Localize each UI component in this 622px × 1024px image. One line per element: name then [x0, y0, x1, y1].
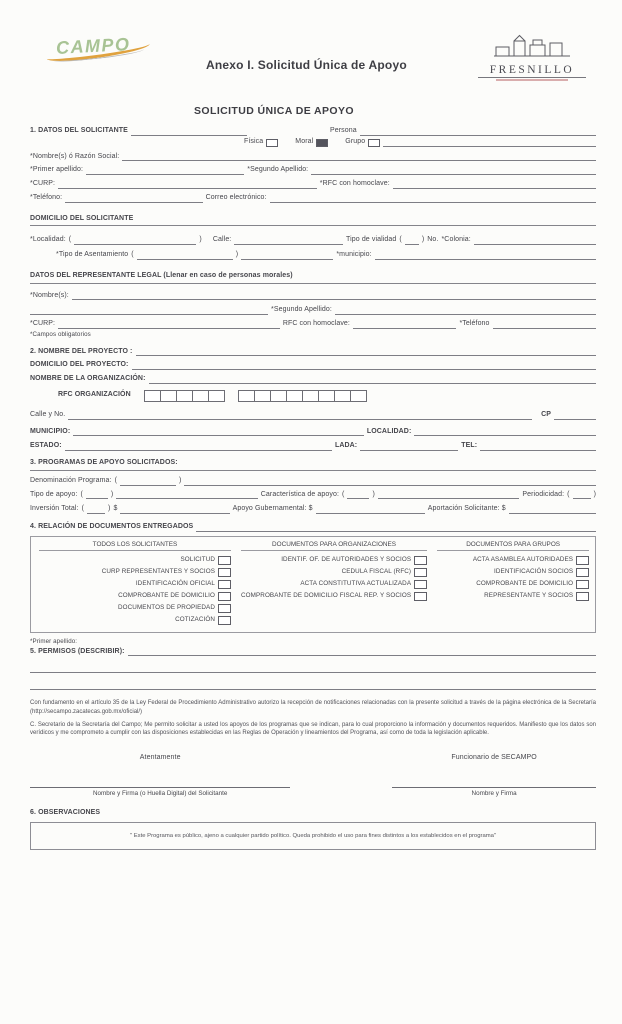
rep-legal-title: DATOS DEL REPRESENTANTE LEGAL (Llenar en caso de personas morales) [30, 271, 293, 279]
rep-legal-header-row [30, 272, 596, 284]
rfc-org-label: RFC ORGANIZACIÓN [58, 391, 131, 399]
municipio-label: *municipio: [336, 251, 372, 258]
apoyo-gub-label: Apoyo Gubernamental: $ [232, 505, 313, 513]
periodicidad-field[interactable] [573, 491, 591, 499]
caracteristica-close-paren: ) [372, 490, 375, 498]
denominacion-row [30, 477, 596, 486]
persona-label: Persona [329, 127, 357, 134]
section4-title: 4. RELACIÓN DE DOCUMENTOS ENTREGADOS [30, 523, 194, 530]
segundo-apellido-label: *Segundo Apellido: [247, 166, 309, 174]
grupo-label: Grupo [345, 137, 366, 145]
municipio-field[interactable] [375, 252, 596, 260]
asentamiento-line [241, 252, 333, 260]
localidad2-field[interactable] [414, 428, 596, 436]
section1-title-line [131, 128, 247, 136]
moral-checkbox[interactable] [316, 139, 328, 147]
tel-label: TEL: [461, 442, 478, 450]
tipo-apoyo-line [116, 491, 257, 499]
nombre-razon-label: *Nombre(s) ó Razón Social: [30, 152, 120, 160]
doc-item [437, 580, 589, 589]
calle-no-row [30, 411, 596, 420]
telefono-field[interactable] [65, 195, 202, 203]
rep-curp-field[interactable] [58, 321, 280, 329]
inversion-paren-field[interactable] [87, 506, 105, 514]
asentamiento-label: *Tipo de Asentamiento [56, 251, 129, 258]
inversion-row [30, 505, 596, 514]
doc-item [241, 592, 427, 601]
domicilio-title: DOMICILIO DEL SOLICITANTE [30, 214, 134, 222]
solicitante-signature-caption: Nombre y Firma (o Huella Digital) del Solicitante [30, 787, 290, 797]
estado-field[interactable] [65, 443, 332, 451]
periodicidad-close-paren: ) [593, 490, 597, 498]
org-label: NOMBRE DE LA ORGANIZACIÓN: [30, 375, 146, 382]
denominacion-label: Denominación Programa: [30, 476, 112, 484]
rep-telefono-label: *Teléfono [459, 320, 490, 327]
doc-checkbox[interactable] [218, 616, 231, 625]
doc-item [39, 616, 231, 625]
doc-item [241, 568, 427, 577]
vialidad-label: Tipo de vialidad [346, 236, 397, 244]
doc-item-label: COMPROBANTE DE DOMICILIO FISCAL REP. Y SOCIOS [241, 592, 412, 600]
annex-title: Anexo I. Solicitud Única de Apoyo [206, 58, 407, 72]
doc-checkbox[interactable] [576, 580, 589, 589]
doc-checkbox[interactable] [576, 568, 589, 577]
atentamente-label: Atentamente [139, 753, 181, 761]
rep-nombres-label: *Nombre(s): [30, 291, 69, 299]
docs-col3-header: DOCUMENTOS PARA GRUPOS [437, 541, 589, 551]
doc-item-label: SOLICITUD [180, 556, 215, 564]
permisos-line-3[interactable] [30, 682, 596, 690]
primer-apellido-label: *Primer apellido: [30, 166, 84, 174]
doc-item-label: CEDULA FISCAL (RFC) [341, 568, 412, 576]
permisos-row3 [30, 682, 596, 690]
nombre-razon-row [30, 153, 596, 162]
tipo-apoyo-row [30, 491, 596, 500]
proyecto-label: 2. NOMBRE DEL PROYECTO : [30, 347, 133, 355]
docs-col1-header: TODOS LOS SOLICITANTES [39, 541, 231, 551]
campos-obligatorios-label: *Campos obligatorios [30, 330, 91, 338]
docs-col-solicitantes [39, 541, 231, 625]
doc-item [39, 568, 231, 577]
inversion-close-paren: ) [108, 505, 111, 513]
doc-checkbox[interactable] [218, 568, 231, 577]
rfc-org-boxes-group1 [144, 390, 225, 402]
rep-nombres-row [30, 292, 596, 301]
inversion-dollar: $ [113, 505, 118, 513]
tel-field[interactable] [480, 443, 596, 451]
doc-checkbox[interactable] [218, 556, 231, 565]
doc-checkbox[interactable] [414, 592, 427, 601]
doc-checkbox[interactable] [218, 604, 231, 613]
correo-label: Correo electrónico: [205, 193, 267, 201]
proyecto-field[interactable] [136, 348, 597, 356]
proyecto-row [30, 348, 596, 357]
curp-field[interactable] [58, 181, 317, 189]
campo-logo [56, 34, 131, 59]
rep-primer-field[interactable] [30, 307, 268, 315]
doc-item-label: COMPROBANTE DE DOMICILIO [476, 580, 574, 588]
localidad-open-paren: ( [68, 236, 72, 244]
permisos-line-2[interactable] [30, 665, 596, 673]
persona-options-line [383, 139, 596, 147]
doc-item [39, 592, 231, 601]
dom-proyecto-field[interactable] [132, 362, 597, 370]
doc-item-label: CURP REPRESENTANTES Y SOCIOS [101, 568, 215, 576]
colonia-field[interactable] [474, 237, 596, 245]
calle-field[interactable] [234, 237, 343, 245]
denominacion-open-paren: ( [114, 476, 118, 484]
fresnillo-building-icon [493, 34, 571, 58]
rep-telefono-field[interactable] [493, 321, 596, 329]
telefono-label: *Teléfono: [30, 193, 63, 201]
rep-curp-row [30, 320, 596, 329]
section6-title: 6. OBSERVACIONES [30, 808, 101, 816]
no-label: No. [427, 236, 439, 244]
section1-header-row [30, 127, 596, 136]
asentamiento-row [30, 251, 596, 260]
estado-label: ESTADO: [30, 442, 62, 450]
doc-item [39, 580, 231, 589]
dom-proyecto-row [30, 361, 596, 370]
rep-nombres-field[interactable] [72, 292, 596, 300]
rfc-char-box[interactable] [144, 390, 161, 402]
doc-checkbox[interactable] [576, 592, 589, 601]
doc-item-label: IDENTIFICACIÓN SOCIOS [494, 568, 574, 576]
rfc-field[interactable] [393, 181, 596, 189]
doc-item-label: IDENTIFICACIÓN OFICIAL [135, 580, 215, 588]
calle-no-field[interactable] [68, 412, 532, 420]
rfc-char-box[interactable] [350, 390, 367, 402]
docs-col-organizaciones [241, 541, 427, 625]
fresnillo-logo [474, 34, 590, 81]
inversion-field[interactable] [120, 506, 229, 514]
persona-options-row [30, 138, 596, 147]
section4-title-line [196, 524, 596, 532]
rfc-char-box[interactable] [192, 390, 209, 402]
section3-title: 3. PROGRAMAS DE APOYO SOLICITADOS: [30, 459, 178, 466]
rfc-char-box[interactable] [270, 390, 287, 402]
rfc-char-box[interactable] [302, 390, 319, 402]
vialidad-open-paren: ( [399, 236, 402, 244]
doc-item [437, 592, 589, 601]
permisos-line-1[interactable] [128, 648, 596, 656]
rep-rfc-label: RFC con homoclave: [282, 320, 350, 327]
rep-rfc-field[interactable] [353, 321, 456, 329]
colonia-label: *Colonia: [441, 236, 471, 244]
domicilio-header-row [30, 215, 596, 227]
section3-header-row [30, 459, 596, 471]
doc-item-label: ACTA ASAMBLEA AUTORIDADES [472, 556, 574, 564]
legal-paragraph-2: C. Secretario de la Secretaría del Campo; Me permito solicitar a usted los apoyos de los programas que se indican, para lo cual proporciono la información y documentos requeridos. Manifiesto que los datos son verídicos y me comprometo a cumplir con las disposiciones establecidas en las Reglas de Operación y lineamientos del Programa, así como de toda la legislación aplicable. [30, 722, 596, 737]
observaciones-box[interactable] [30, 822, 596, 850]
rfc-char-box[interactable] [208, 390, 225, 402]
asentamiento-close-paren: ) [235, 251, 239, 258]
rfc-char-box[interactable] [160, 390, 177, 402]
doc-item [39, 604, 231, 613]
vialidad-close-paren: ) [421, 236, 425, 244]
inversion-open-paren: ( [81, 505, 84, 513]
doc-item-label: COMPROBANTE DE DOMICILIO [118, 592, 215, 600]
lada-label: LADA: [334, 442, 358, 450]
doc-checkbox[interactable] [414, 580, 427, 589]
nombre-razon-field[interactable] [122, 153, 596, 161]
doc-item-label: ACTA CONSTITUTIVA ACTUALIZADA [300, 580, 412, 588]
rfc-char-box[interactable] [286, 390, 303, 402]
denominacion-field[interactable] [120, 478, 176, 486]
municipio-localidad-row [30, 428, 596, 437]
denominacion-line[interactable] [184, 478, 596, 486]
docs-col2-header: DOCUMENTOS PARA ORGANIZACIONES [241, 541, 427, 551]
municipio2-label: MUNICIPIO: [30, 427, 71, 435]
section4-header-row [30, 523, 596, 532]
rep-segundo-field[interactable] [335, 307, 596, 315]
documents-box [30, 536, 596, 633]
caracteristica-label: Característica de apoyo: [260, 490, 340, 498]
vialidad-field[interactable] [405, 237, 419, 245]
rep-curp-label: *CURP: [30, 320, 56, 327]
form-title: SOLICITUD ÚNICA DE APOYO [194, 105, 354, 117]
fisica-label: Física [244, 137, 264, 145]
permisos-row2 [30, 665, 596, 673]
primer-apellido2-row [30, 638, 596, 646]
persona-line [360, 128, 596, 136]
periodicidad-label: Periodicidad: [522, 490, 565, 498]
rfc-label: *RFC con homoclave: [319, 180, 390, 187]
calle-no-label: Calle y No. [30, 410, 66, 418]
section1-title: 1. DATOS DEL SOLICITANTE [30, 127, 128, 134]
signature-lines-row [30, 787, 596, 797]
rfc-char-box[interactable] [176, 390, 193, 402]
campos-obligatorios-row [30, 331, 596, 339]
doc-item [39, 556, 231, 565]
cp-field[interactable] [554, 412, 596, 420]
caracteristica-field[interactable] [347, 491, 369, 499]
section5-title: 5. PERMISOS (DESCRIBIR): [30, 647, 125, 655]
rfc-char-box[interactable] [318, 390, 335, 402]
curp-label: *CURP: [30, 180, 56, 187]
telefono-correo-row [30, 194, 596, 203]
signature-names-row [30, 754, 596, 763]
tipo-apoyo-field[interactable] [86, 491, 108, 499]
section5-header-row [30, 648, 596, 657]
rfc-char-box[interactable] [334, 390, 351, 402]
localidad-row [30, 236, 596, 245]
funcionario-signature-caption: Nombre y Firma [392, 787, 596, 797]
doc-item [437, 556, 589, 565]
doc-item [241, 556, 427, 565]
doc-item-label: REPRESENTANTE Y SOCIOS [484, 592, 574, 600]
grupo-checkbox[interactable] [368, 139, 380, 147]
doc-checkbox[interactable] [218, 592, 231, 601]
asentamiento-open-paren: ( [131, 251, 134, 258]
funcionario-label: Funcionario de SECAMPO [451, 753, 537, 761]
moral-label: Moral [295, 137, 314, 145]
fresnillo-rule [478, 77, 586, 78]
localidad2-label: LOCALIDAD: [366, 427, 412, 435]
tipo-open-paren: ( [80, 490, 83, 498]
apoyo-gub-field[interactable] [316, 506, 425, 514]
doc-checkbox[interactable] [218, 580, 231, 589]
curp-rfc-row [30, 180, 596, 189]
asentamiento-field[interactable] [137, 252, 233, 260]
periodicidad-open-paren: ( [567, 490, 570, 498]
lada-field[interactable] [360, 443, 458, 451]
section6-header-row [30, 809, 596, 818]
rfc-char-box[interactable] [254, 390, 271, 402]
docs-col-grupos [437, 541, 589, 625]
tipo-close-paren: ) [110, 490, 114, 498]
doc-checkbox[interactable] [414, 568, 427, 577]
doc-item [241, 580, 427, 589]
caracteristica-open-paren: ( [342, 490, 345, 498]
cp-label: CP [541, 410, 551, 418]
denominacion-close-paren: ) [179, 476, 182, 484]
localidad-close-paren: ) [199, 236, 202, 244]
primer-apellido-field[interactable] [86, 167, 244, 175]
aportacion-label: Aportación Solicitante: $ [427, 505, 506, 513]
aportacion-field[interactable] [509, 506, 596, 514]
localidad-label: *Localidad: [30, 236, 66, 244]
fresnillo-logo-text: FRESNILLO [489, 64, 575, 76]
org-row [30, 375, 596, 384]
form-header [30, 34, 596, 96]
campo-logo-text: CAMPO [55, 34, 131, 58]
doc-checkbox[interactable] [414, 556, 427, 565]
inversion-label: Inversión Total: [30, 505, 79, 513]
rfc-org-row [30, 390, 596, 402]
calle-label: Calle: [212, 236, 232, 244]
doc-item [437, 568, 589, 577]
apellidos-row [30, 166, 596, 175]
doc-checkbox[interactable] [576, 556, 589, 565]
rep-segundo-label: *Segundo Apellido: [271, 306, 332, 314]
segundo-apellido-field[interactable] [311, 167, 596, 175]
doc-item-label: IDENTIF. OF. DE AUTORIDADES Y SOCIOS [281, 556, 412, 564]
rfc-char-box[interactable] [238, 390, 255, 402]
caracteristica-line [378, 491, 519, 499]
program-disclaimer: " Este Programa es público, ajeno a cualquier partido político. Queda prohibido el uso para fines distintos a los establecidos en el programa" [129, 833, 497, 840]
dom-proyecto-label: DOMICILIO DEL PROYECTO: [30, 361, 129, 369]
doc-item-label: COTIZACIÓN [175, 616, 215, 624]
doc-item-label: DOCUMENTOS DE PROPIEDAD [118, 604, 215, 612]
primer-apellido2-label: *Primer apellido: [30, 637, 78, 645]
fresnillo-tagline [496, 79, 568, 81]
estado-row [30, 442, 596, 451]
rfc-org-boxes-group2 [238, 390, 367, 402]
localidad-field[interactable] [74, 237, 196, 245]
correo-field[interactable] [270, 195, 596, 203]
legal-paragraph-1: Con fundamento en el artículo 35 de la Ley Federal de Procedimiento Administrativo autorizo la recepción de notificaciones relacionadas con la presente solicitud a través de la página electrónica de la Secretaría (http://secampo.zacatecas.gob.mx/oficial/) [30, 700, 596, 715]
municipio2-field[interactable] [73, 428, 364, 436]
tipo-apoyo-label: Tipo de apoyo: [30, 490, 78, 498]
org-field[interactable] [149, 376, 596, 384]
fisica-checkbox[interactable] [266, 139, 278, 147]
rep-segundo-row [30, 306, 596, 315]
